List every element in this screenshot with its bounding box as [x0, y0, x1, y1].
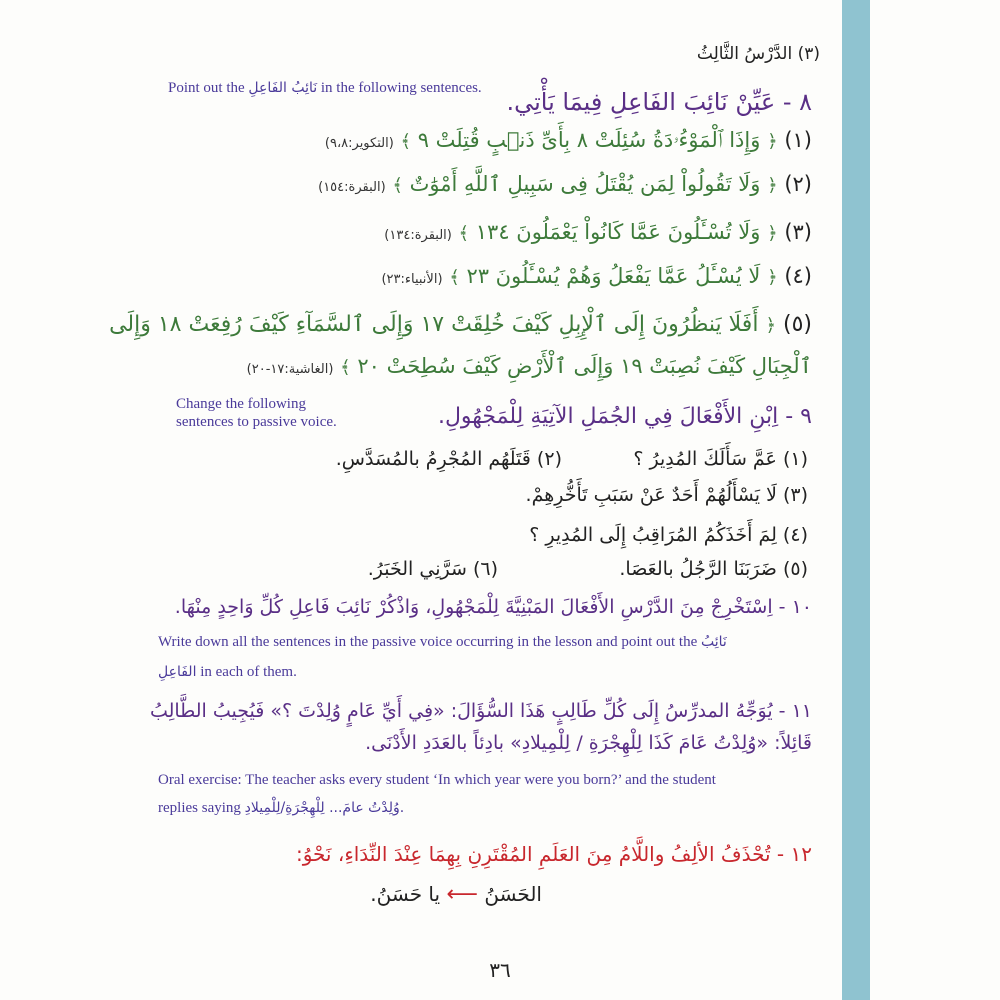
- ex9-english-2: sentences to passive voice.: [176, 414, 337, 430]
- ex10-english-arabic: نَائِبُ: [701, 634, 727, 650]
- quran-bracket-open-icon: ﴿: [767, 223, 778, 244]
- verse-reference: (الغاشية:١٧-٢٠): [246, 362, 334, 377]
- example-from: الحَسَنُ: [484, 882, 542, 906]
- ex11-line-2: قَائِلاً: «وُلِدْتُ عَامَ كَذَا لِلْهِجْرَةِ / لِلْمِيلادِ» بادِئاً بالعَدَدِ الأَدْنَى.: [365, 732, 812, 754]
- ex8-english-pre: Point out the: [168, 80, 245, 96]
- ex10-english-2: [158, 664, 297, 681]
- verse-reference: (التكوير:٩،٨): [324, 136, 394, 151]
- ex11-english-2: [158, 800, 404, 817]
- ex9-item-6: (٦) سَرَّنِي الخَبَرُ.: [367, 558, 498, 580]
- ex8-english-arabic: نَائِبُ الفَاعِلِ: [248, 80, 318, 96]
- ex8-title: ٨ - عَيِّنْ نَائِبَ الفَاعِلِ فِيمَا يَأْتِي.: [506, 88, 812, 116]
- lesson-header: (٣) الدَّرْسُ الثَّالِثُ: [696, 44, 820, 64]
- ex10-title: ١٠ - اِسْتَخْرِجْ مِنَ الدَّرْسِ الأَفْعَالَ المَبْنِيَّةَ لِلْمَجْهُولِ، وَاذْكُرْ نَائِبَ فَاعِلِ كُلِّ وَاحِدٍ مِنْهَا.: [174, 596, 812, 618]
- ex8-english-post: in the following sentences.: [320, 80, 482, 96]
- ex8-item-1: [325, 128, 812, 153]
- ex11-english-arabic: وُلِدْتُ عامَ... لِلْهِجْرَةِ/لِلْمِيلادِ.: [244, 800, 405, 816]
- ex8-english: [168, 80, 482, 97]
- arrow-left-icon: ⟵: [446, 882, 478, 907]
- ex9-item-2: (٢) قَتَلَهُم المُجْرِمُ بالمُسَدَّسِ.: [335, 448, 562, 470]
- ex9-item-1: (١) عَمَّ سَأَلَكَ المُدِيرُ ؟: [633, 448, 808, 470]
- ex11-english-1: Oral exercise: The teacher asks every student ‘In which year were you born?’ and the student: [158, 772, 716, 788]
- item-number: (١): [784, 128, 812, 152]
- ex10-english-arabic: الفَاعِلِ: [158, 664, 197, 680]
- ex10-english-text: in each of them.: [200, 664, 297, 680]
- ex12-example: [370, 882, 542, 907]
- ex8-item-5: [109, 312, 812, 337]
- item-number: (٢): [784, 172, 812, 196]
- quran-verse: لَا يُسْـَٔلُ عَمَّا يَفْعَلُ وَهُمْ يُسْـَٔلُونَ ٢٣: [466, 264, 761, 288]
- ex9-title: ٩ - اِبْنِ الأَفْعَالَ فِي الجُمَلِ الآتِيَةِ لِلْمَجْهُولِ.: [437, 404, 812, 429]
- quran-verse: وَلَا تَقُولُواْ لِمَن يُقْتَلُ فِى سَبِيلِ ٱللَّهِ أَمْوَٰتٌ: [409, 172, 761, 196]
- quran-bracket-close-icon: ﴾: [449, 267, 460, 288]
- quran-verse: أَفَلَا يَنظُرُونَ إِلَى ٱلْإِبِلِ كَيْفَ خُلِقَتْ ١٧ وَإِلَى ٱلسَّمَآءِ كَيْفَ رُفِعَتْ ١٨ وَإِلَى: [109, 312, 759, 337]
- item-number: (٣): [784, 220, 812, 244]
- ex10-english-text: Write down all the sentences in the passive voice occurring in the lesson and point out the: [158, 634, 698, 650]
- item-number: (٤): [784, 264, 812, 288]
- ex9-english-1: Change the following: [176, 396, 306, 412]
- ex11-english-text: replies saying: [158, 800, 241, 816]
- quran-bracket-open-icon: ﴿: [767, 131, 778, 152]
- quran-bracket-close-icon: ﴾: [400, 131, 412, 152]
- example-to: يا حَسَنُ.: [370, 882, 441, 906]
- quran-bracket-open-icon: ﴿: [767, 175, 778, 196]
- ex10-english-1: [158, 634, 727, 651]
- page-number: ٣٦: [489, 958, 511, 982]
- ex9-item-4: (٤) لِمَ أَخَذَكُمُ المُرَاقِبُ إِلَى المُدِيرِ ؟: [529, 524, 808, 546]
- quran-verse: وَإِذَا ٱلْمَوْءُۥدَةُ سُئِلَتْ ٨ بِأَىِّ ذَنۢبٍ قُتِلَتْ ٩: [417, 128, 761, 152]
- ex12-title: ١٢ - تُحْذَفُ الألِفُ واللَّامُ مِنَ العَلَمِ المُقْتَرِنِ بِهِمَا عِنْدَ النِّدَاءِ، نَحْوُ:: [295, 842, 812, 866]
- ex9-item-5: (٥) ضَرَبَنَا الرَّجُلُ بالعَصَا.: [619, 558, 808, 580]
- quran-bracket-close-icon: ﴾: [392, 175, 403, 196]
- ex8-item-2: [318, 172, 812, 196]
- ex9-item-3: (٣) لَا يَسْأَلُهُمْ أَحَدٌ عَنْ سَبَبِ تَأَخُّرِهِمْ.: [525, 484, 808, 506]
- quran-verse: وَلَا تُسْـَٔلُونَ عَمَّا كَانُواْ يَعْمَلُونَ ١٣٤: [475, 220, 761, 244]
- quran-bracket-close-icon: ﴾: [340, 357, 351, 378]
- ex8-item-4: [381, 264, 812, 288]
- item-number: (٥): [782, 312, 812, 337]
- verse-reference: (البقرة:١٥٤): [318, 180, 386, 195]
- verse-reference: (الأنبياء:٢٣): [381, 272, 443, 287]
- ex11-line-1: ١١ - يُوَجِّهُ المدرِّسُ إِلَى كُلِّ طَالِبٍ هَذَا السُّؤَالَ: «فِي أَيِّ عَامٍ وُلِدْتَ ؟» فَيُجِيبُ الطَّالِبُ: [149, 700, 812, 722]
- quran-bracket-close-icon: ﴾: [458, 223, 470, 244]
- quran-bracket-open-icon: ﴿: [765, 315, 776, 336]
- ex8-item-3: [384, 220, 812, 244]
- quran-bracket-open-icon: ﴿: [767, 267, 778, 288]
- ex8-item-5-cont: [247, 354, 812, 378]
- quran-verse-continued: ٱلْجِبَالِ كَيْفَ نُصِبَتْ ١٩ وَإِلَى ٱلْأَرْضِ كَيْفَ سُطِحَتْ ٢٠: [357, 354, 812, 378]
- decorative-side-bar: [842, 0, 870, 1000]
- verse-reference: (البقرة:١٣٤): [384, 228, 452, 243]
